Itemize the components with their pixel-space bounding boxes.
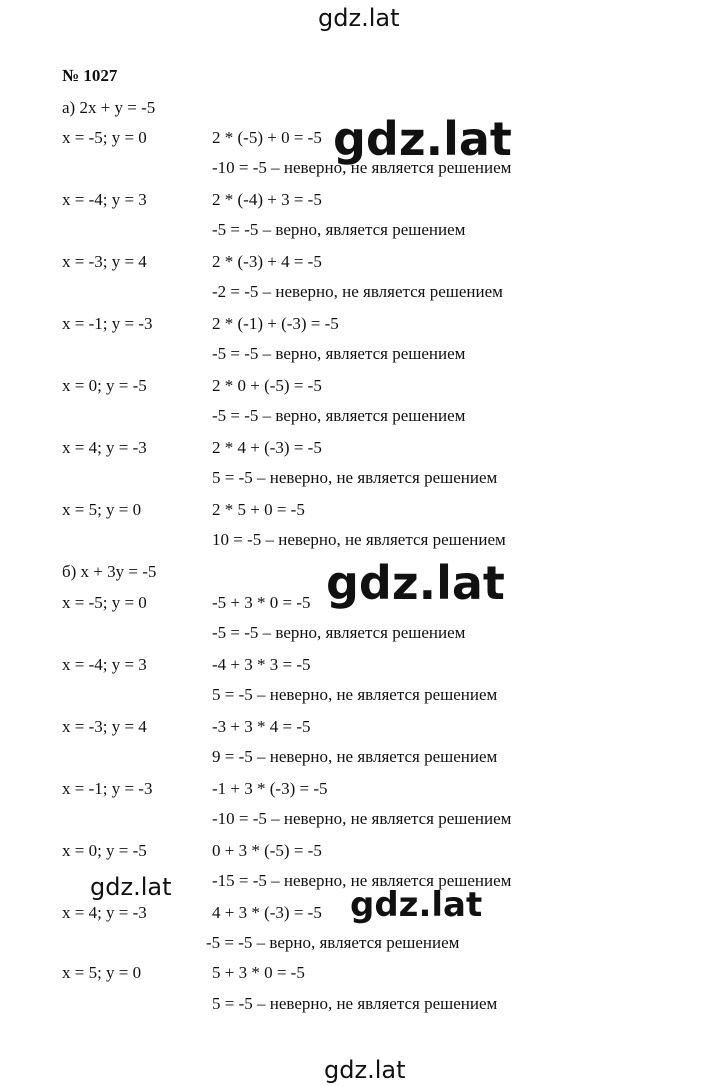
part-b-row-4-pair: x = -1; y = -3 bbox=[62, 779, 153, 798]
part-a-equation: а) 2x + y = -5 bbox=[62, 98, 156, 117]
part-a-row-3-result: -2 = -5 – неверно, не является решением bbox=[212, 282, 503, 301]
part-b-row-7-calc: 5 + 3 * 0 = -5 bbox=[212, 963, 305, 982]
part-a-row-3-calc: 2 * (-3) + 4 = -5 bbox=[212, 252, 322, 271]
part-b-row-5-pair: x = 0; y = -5 bbox=[62, 841, 147, 860]
problem-number: № 1027 bbox=[62, 66, 118, 85]
part-b-row-3-result: 9 = -5 – неверно, не является решением bbox=[212, 747, 498, 766]
part-a-row-1-result: -10 = -5 – неверно, не является решением bbox=[212, 158, 512, 177]
part-b-row-1-result: -5 = -5 – верно, является решением bbox=[212, 623, 466, 642]
part-b-row-2-pair: x = -4; y = 3 bbox=[62, 655, 147, 674]
part-b-row-4-calc: -1 + 3 * (-3) = -5 bbox=[212, 779, 328, 798]
footer-watermark: gdz.lat bbox=[324, 1056, 406, 1084]
part-b-row-1-calc: -5 + 3 * 0 = -5 bbox=[212, 593, 311, 612]
part-a-row-6-result: 5 = -5 – неверно, не является решением bbox=[212, 468, 498, 487]
part-b-row-3-pair: x = -3; y = 4 bbox=[62, 717, 147, 736]
part-a-row-5-calc: 2 * 0 + (-5) = -5 bbox=[212, 376, 322, 395]
part-a-row-7-pair: x = 5; y = 0 bbox=[62, 500, 142, 519]
overlay-watermark-3: gdz.lat bbox=[90, 873, 172, 901]
part-b-row-4-result: -10 = -5 – неверно, не является решением bbox=[212, 809, 512, 828]
part-a-row-6-pair: x = 4; y = -3 bbox=[62, 438, 147, 457]
part-b-row-6-pair: x = 4; y = -3 bbox=[62, 903, 147, 922]
part-b-row-6-result: -5 = -5 – верно, является решением bbox=[206, 933, 460, 952]
overlay-watermark-4: gdz.lat bbox=[350, 885, 483, 925]
part-b-row-5-result: -15 = -5 – неверно, не является решением bbox=[212, 871, 512, 890]
part-b-row-7-pair: x = 5; y = 0 bbox=[62, 963, 142, 982]
part-b-row-6-calc: 4 + 3 * (-3) = -5 bbox=[212, 903, 322, 922]
part-a-row-7-result: 10 = -5 – неверно, не является решением bbox=[212, 530, 506, 549]
part-b-row-2-calc: -4 + 3 * 3 = -5 bbox=[212, 655, 311, 674]
part-b-row-5-calc: 0 + 3 * (-5) = -5 bbox=[212, 841, 322, 860]
part-a-row-2-result: -5 = -5 – верно, является решением bbox=[212, 220, 466, 239]
part-a-row-1-calc: 2 * (-5) + 0 = -5 bbox=[212, 128, 322, 147]
part-a-row-5-result: -5 = -5 – верно, является решением bbox=[212, 406, 466, 425]
part-a-row-4-pair: x = -1; y = -3 bbox=[62, 314, 153, 333]
part-a-row-4-result: -5 = -5 – верно, является решением bbox=[212, 344, 466, 363]
part-b-row-3-calc: -3 + 3 * 4 = -5 bbox=[212, 717, 311, 736]
header-watermark: gdz.lat bbox=[318, 4, 400, 32]
part-b-equation: б) x + 3y = -5 bbox=[62, 562, 157, 581]
part-a-row-5-pair: x = 0; y = -5 bbox=[62, 376, 147, 395]
part-a-row-7-calc: 2 * 5 + 0 = -5 bbox=[212, 500, 305, 519]
part-a-row-2-pair: x = -4; y = 3 bbox=[62, 190, 147, 209]
part-a-row-2-calc: 2 * (-4) + 3 = -5 bbox=[212, 190, 322, 209]
part-b-row-2-result: 5 = -5 – неверно, не является решением bbox=[212, 685, 498, 704]
part-a-row-6-calc: 2 * 4 + (-3) = -5 bbox=[212, 438, 322, 457]
overlay-watermark-2: gdz.lat bbox=[326, 556, 505, 610]
part-a-row-3-pair: x = -3; y = 4 bbox=[62, 252, 147, 271]
part-b-row-1-pair: x = -5; y = 0 bbox=[62, 593, 147, 612]
part-a-row-4-calc: 2 * (-1) + (-3) = -5 bbox=[212, 314, 339, 333]
part-b-row-7-result: 5 = -5 – неверно, не является решением bbox=[212, 994, 498, 1013]
part-a-row-1-pair: x = -5; y = 0 bbox=[62, 128, 147, 147]
overlay-watermark-1: gdz.lat bbox=[333, 112, 512, 166]
